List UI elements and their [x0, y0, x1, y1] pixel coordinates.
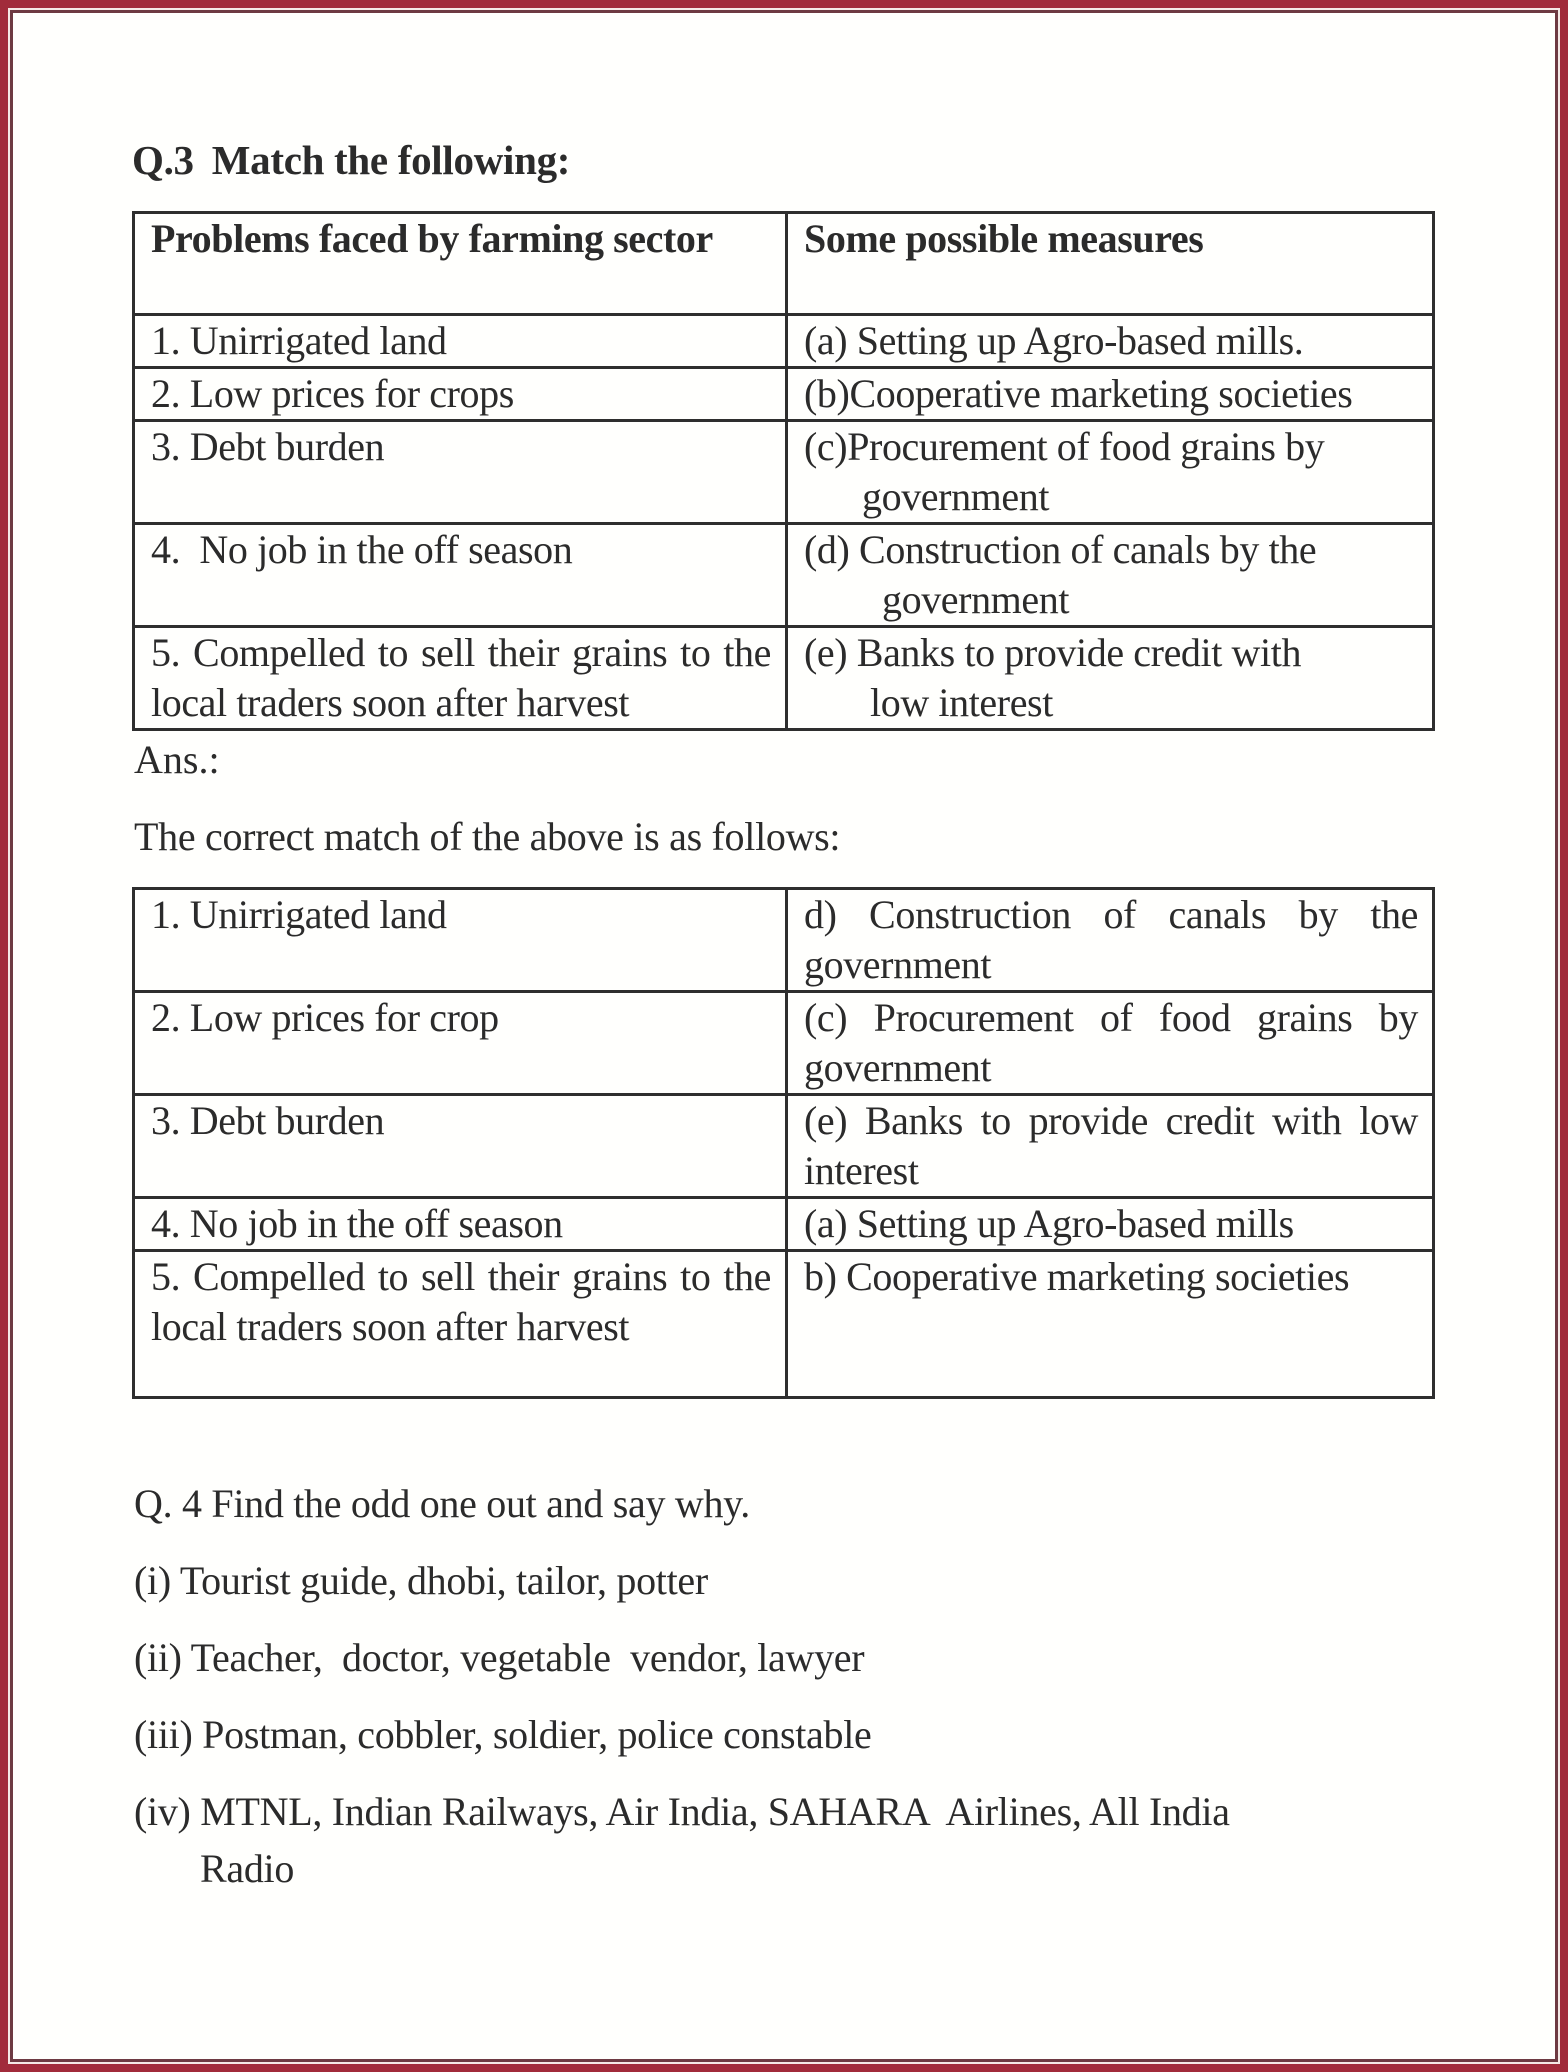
table-row [134, 889, 1434, 992]
answer-intro: The correct match of the above is as follows: [134, 814, 841, 859]
answer-label: Ans.: [134, 737, 220, 782]
table-row [134, 421, 1434, 524]
table-row [134, 315, 1434, 368]
problem-cell: 4. No job in the off season [134, 1198, 787, 1251]
measure-line-continued: low interest [870, 680, 1053, 725]
measure-line: (d) Construction of canals by the [804, 527, 1317, 572]
measure-cell: (e) Banks to provide credit with low interest [787, 1095, 1434, 1198]
q3-number: Q.3 [132, 137, 194, 183]
q3-heading [132, 132, 570, 188]
problem-cell: 1. Unirrigated land [134, 889, 787, 992]
measure-cell [787, 627, 1434, 730]
q4-item-iii: (iii) Postman, cobbler, soldier, police constable [134, 1712, 872, 1757]
answer-match-table [132, 887, 1435, 1399]
measure-cell: d) Construction of canals by the government [787, 889, 1434, 992]
measure-line-continued: government [862, 474, 1050, 519]
header-problems: Problems faced by farming sector [134, 213, 787, 315]
problem-cell: 2. Low prices for crop [134, 992, 787, 1095]
q4-item-i: (i) Tourist guide, dhobi, tailor, potter [134, 1558, 708, 1603]
table-row [134, 524, 1434, 627]
table-row [134, 368, 1434, 421]
table-row [134, 1095, 1434, 1198]
measure-line: (c)Procurement of food grains by [804, 424, 1325, 469]
measure-cell: (c) Procurement of food grains by government [787, 992, 1434, 1095]
table-row [134, 992, 1434, 1095]
q3-title: Match the following: [211, 137, 571, 183]
q4-item-iv: (iv) MTNL, Indian Railways, Air India, SAHARA Airlines, All India [134, 1789, 1230, 1834]
measure-cell: (a) Setting up Agro-based mills. [787, 315, 1434, 368]
problem-cell: 2. Low prices for crops [134, 368, 787, 421]
q4-section [134, 1479, 1230, 1894]
measure-cell: (b)Cooperative marketing societies [787, 368, 1434, 421]
measure-cell [787, 421, 1434, 524]
measure-line-continued: government [882, 577, 1070, 622]
q4-item-iv-continued: Radio [200, 1846, 295, 1891]
measure-cell: (a) Setting up Agro-based mills [787, 1198, 1434, 1251]
table-row [134, 1198, 1434, 1251]
problem-cell: 5. Compelled to sell their grains to the local traders soon after harvest [134, 1251, 787, 1398]
problem-cell: 1. Unirrigated land [134, 315, 787, 368]
measure-cell [787, 524, 1434, 627]
problem-cell: 5. Compelled to sell their grains to the local traders soon after harvest [134, 627, 787, 730]
measure-line: (e) Banks to provide credit with [804, 630, 1302, 675]
header-measures: Some possible measures [787, 213, 1434, 315]
measure-cell: b) Cooperative marketing societies [787, 1251, 1434, 1398]
q4-item-ii: (ii) Teacher, doctor, vegetable vendor, lawyer [134, 1635, 865, 1680]
table-row [134, 627, 1434, 730]
table-row [134, 1251, 1434, 1398]
problem-cell: 3. Debt burden [134, 1095, 787, 1198]
q3-match-table [132, 211, 1435, 731]
table-header-row [134, 213, 1434, 315]
q4-title: Q. 4 Find the odd one out and say why. [134, 1481, 750, 1526]
problem-cell: 4. No job in the off season [134, 524, 787, 627]
problem-cell: 3. Debt burden [134, 421, 787, 524]
